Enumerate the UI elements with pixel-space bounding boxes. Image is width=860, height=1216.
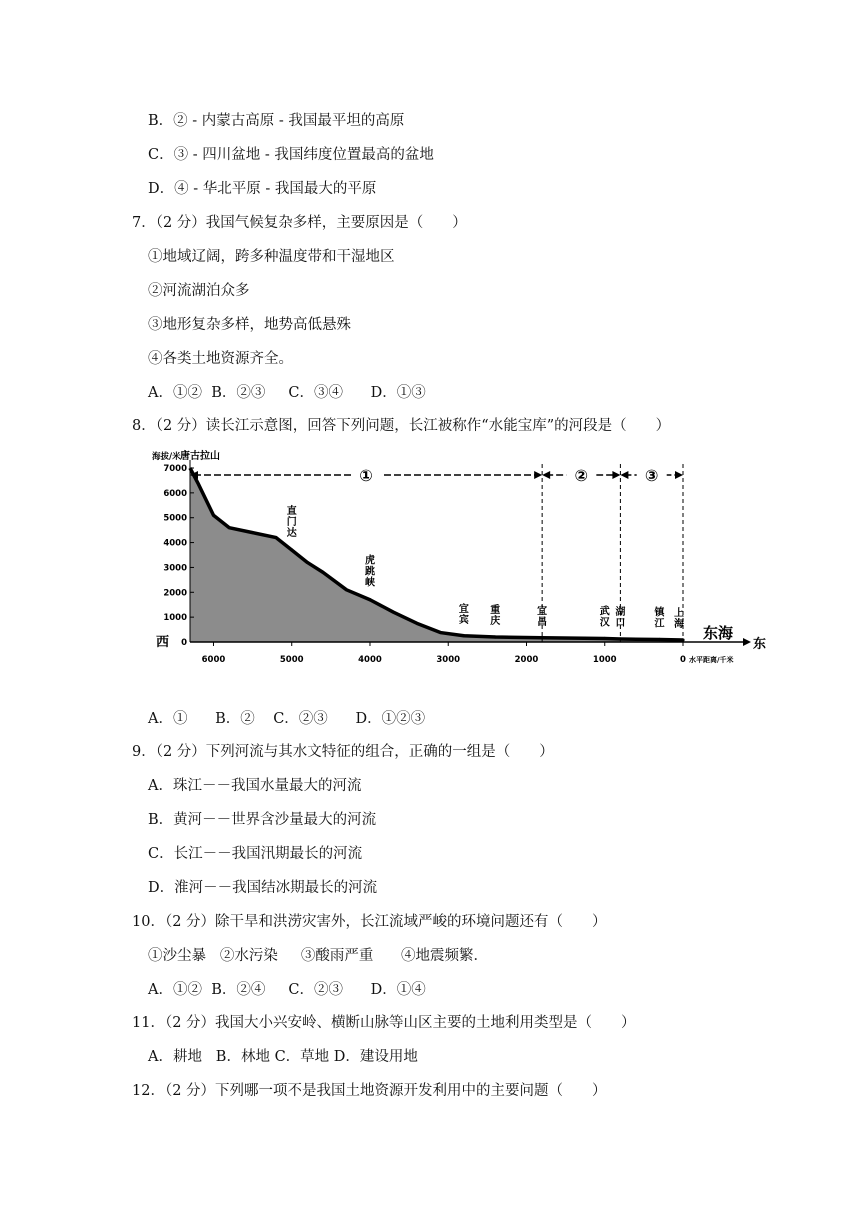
bracket-arrow-right (675, 471, 683, 479)
question-11: 11．（2 分）我国大小兴安岭、横断山脉等山区主要的土地利用类型是（ ） (132, 1015, 636, 1031)
q7-item-4: ④各类土地资源齐全。 (148, 351, 293, 367)
question-7: 7．（2 分）我国气候复杂多样，主要原因是（ ） (132, 215, 467, 231)
y-tick-label: 6000 (163, 488, 187, 499)
place-label: 镇江 (654, 607, 665, 630)
place-label: 上海 (674, 608, 684, 631)
bracket-arrow-right (612, 471, 620, 479)
question-8: 8．（2 分）读长江示意图，回答下列问题，长江被称作“水能宝库”的河段是（ ） (132, 418, 671, 434)
option-c-6: C．③ - 四川盆地 - 我国纬度位置最高的盆地 (148, 147, 434, 163)
x-tick-label: 4000 (358, 655, 382, 665)
y-tick-label: 4000 (163, 538, 187, 549)
place-marker (290, 548, 293, 551)
q7-item-2: ②河流湖泊众多 (148, 283, 250, 299)
place-label: 宜昌 (537, 605, 548, 628)
x-axis-arrow (743, 638, 751, 646)
place-label: 宜宾 (458, 603, 469, 626)
y-axis-label: 海拔/米 (152, 452, 181, 462)
y-tick-label: 1000 (163, 613, 187, 624)
y-tick-label: 2000 (163, 588, 187, 599)
east-label: 东 (753, 637, 767, 652)
section-label: ① (359, 466, 373, 485)
q9-option-a: A．珠江－－我国水量最大的河流 (148, 778, 362, 794)
place-label: 武汉 (599, 606, 610, 629)
section-label: ③ (644, 466, 659, 485)
x-axis-label: 水平距离/千米 (689, 656, 734, 664)
q7-item-1: ①地域辽阔，跨多种温度带和干湿地区 (148, 249, 395, 265)
y-tick-label: 5000 (163, 513, 187, 524)
q8-options: A．① B．② C．②③ D．①②③ (148, 711, 426, 727)
y-tick-label: 7000 (163, 464, 187, 474)
bracket-arrow-left (542, 471, 550, 479)
x-tick-label: 1000 (592, 655, 617, 665)
place-marker (658, 638, 661, 641)
question-9: 9．（2 分）下列河流与其水文特征的组合，正确的一组是（ ） (132, 744, 554, 760)
q10-options: A．①② B．②④ C．②③ D．①④ (148, 982, 426, 998)
x-tick-label: 6000 (201, 655, 226, 665)
bracket-arrow-right (534, 471, 542, 479)
y-tick-label: 0 (181, 638, 187, 648)
q10-items: ①沙尘暴 ②水污染 ③酸雨严重 ④地震频繁． (148, 948, 489, 964)
section-label: ② (574, 466, 589, 485)
place-marker (541, 636, 544, 639)
place-marker (619, 637, 622, 640)
bracket-arrow-left (620, 471, 628, 479)
option-b-6: B．② - 内蒙古高原 - 我国最平坦的高原 (148, 113, 405, 129)
place-marker (494, 635, 497, 638)
option-d-6: D．④ - 华北平原 - 我国最大的平原 (148, 181, 377, 197)
question-10: 10．（2 分）除干旱和洪涝灾害外，长江流域严峻的环境问题还有（ ） (132, 914, 607, 930)
x-tick-label: 0 (680, 655, 686, 665)
place-label: 直门达 (286, 506, 297, 540)
q9-option-d: D．淮河－－我国结冰期最长的河流 (148, 880, 378, 896)
q7-item-3: ③地形复杂多样，地势高低悬殊 (148, 317, 351, 333)
place-marker (462, 634, 465, 637)
q9-option-b: B．黄河－－世界含沙量最大的河流 (148, 812, 377, 828)
x-tick-label: 3000 (436, 655, 461, 665)
place-label: 重庆 (490, 605, 501, 628)
place-label: 湖口 (615, 607, 626, 630)
x-tick-label: 2000 (514, 655, 539, 665)
q7-options: A．①② B．②③ C．③④ D．①③ (148, 385, 426, 401)
sea-label: 东海 (703, 624, 734, 642)
place-marker (681, 638, 684, 641)
q11-options: A．耕地 B．林地 C．草地 D．建设用地 (148, 1049, 418, 1065)
place-marker (603, 637, 606, 640)
question-12: 12．（2 分）下列哪一项不是我国土地资源开发利用中的主要问题（ ） (132, 1083, 607, 1099)
place-marker (368, 598, 371, 601)
yangtze-profile-chart (148, 437, 778, 667)
x-tick-label: 5000 (279, 655, 304, 665)
place-label: 虎跳峡 (364, 555, 375, 589)
q9-option-c: C．长江－－我国汛期最长的河流 (148, 846, 363, 862)
place-label: 唐古拉山 (180, 451, 220, 462)
y-tick-label: 3000 (163, 563, 187, 574)
west-label: 西 (156, 635, 170, 650)
